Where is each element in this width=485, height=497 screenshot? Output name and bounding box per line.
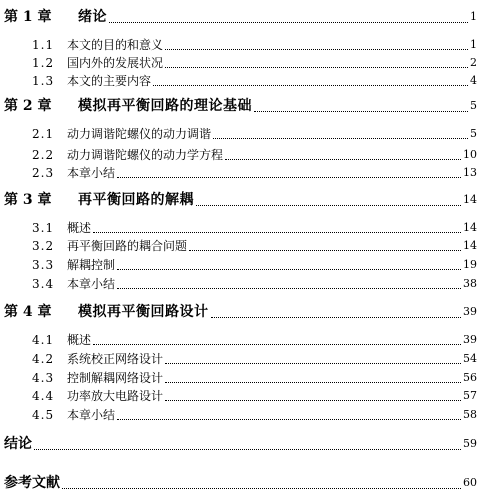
toc-page-number: 54 [463, 349, 477, 369]
toc-page-number: 58 [463, 405, 477, 425]
toc-section-entry[interactable] [0, 163, 485, 183]
toc-entry-number: 第 1 章 [4, 9, 52, 25]
toc-entry-title: 概述 [67, 330, 91, 350]
toc-section-entry[interactable] [0, 255, 485, 275]
toc-page-number: 14 [463, 218, 477, 238]
toc-entry-title: 再平衡回路的解耦 [78, 192, 194, 208]
toc-entry-title: 动力调谐陀螺仪的动力调谐 [67, 124, 211, 144]
dot-leader [93, 344, 461, 345]
toc-page-number: 1 [470, 35, 477, 55]
toc-section-entry[interactable] [0, 236, 485, 256]
toc-entry-title: 动力调谐陀螺仪的动力学方程 [67, 145, 223, 165]
toc-section-entry[interactable] [0, 71, 485, 91]
toc-entry-title: 控制解耦网络设计 [67, 368, 163, 388]
dot-leader [211, 317, 461, 318]
dot-leader [165, 382, 461, 383]
toc-page-number: 57 [463, 386, 477, 406]
toc-entry-title: 绪论 [78, 9, 107, 25]
toc-page-number: 13 [463, 163, 477, 183]
toc-entry-number: 3.1 [32, 218, 54, 238]
toc-entry-number: 1.2 [32, 53, 54, 73]
dot-leader [117, 269, 461, 270]
toc-section-entry[interactable] [0, 330, 485, 350]
toc-entry-number: 4.4 [32, 386, 54, 406]
toc-entry-title: 本章小结 [67, 405, 115, 425]
dot-leader [254, 111, 468, 112]
toc-entry[interactable] [0, 473, 485, 493]
toc-section-entry[interactable] [0, 405, 485, 425]
toc-entry-number: 4.5 [32, 405, 54, 425]
toc-entry-title: 概述 [67, 218, 91, 238]
toc-section-entry[interactable] [0, 274, 485, 294]
toc-entry-title: 本文的主要内容 [67, 71, 151, 91]
toc-page-number: 5 [470, 96, 477, 116]
toc-entry-title: 国内外的发展状况 [67, 53, 163, 73]
toc-page-number: 5 [470, 124, 477, 144]
toc-entry-title: 功率放大电路设计 [67, 386, 163, 406]
toc-chapter-entry[interactable] [0, 190, 485, 210]
dot-leader [165, 67, 468, 68]
dot-leader [165, 49, 468, 50]
toc-page-number: 56 [463, 368, 477, 388]
toc-chapter-entry[interactable] [0, 302, 485, 322]
toc-chapter-entry[interactable] [0, 7, 485, 27]
toc-section-entry[interactable] [0, 386, 485, 406]
toc-section-entry[interactable] [0, 53, 485, 73]
toc-entry[interactable] [0, 434, 485, 454]
toc-section-entry[interactable] [0, 35, 485, 55]
dot-leader [117, 419, 461, 420]
toc-page-number: 39 [463, 302, 477, 322]
toc-entry-number: 2.2 [32, 145, 54, 165]
toc-entry-number: 3.4 [32, 274, 54, 294]
toc-entry-title: 本章小结 [67, 274, 115, 294]
toc-page-number: 14 [463, 190, 477, 210]
dot-leader [225, 159, 461, 160]
toc-page-number: 1 [470, 7, 477, 27]
toc-entry-title: 本文的目的和意义 [67, 35, 163, 55]
toc-entry-number: 2.1 [32, 124, 54, 144]
toc-entry-number: 2.3 [32, 163, 54, 183]
dot-leader [196, 205, 461, 206]
toc-entry-title: 再平衡回路的耦合问题 [67, 236, 187, 256]
dot-leader [213, 138, 468, 139]
toc-entry-number: 第 2 章 [4, 98, 52, 114]
toc-entry-title: 模拟再平衡回路的理论基础 [78, 98, 252, 114]
toc-page-number: 19 [463, 255, 477, 275]
dot-leader [62, 488, 461, 489]
toc-section-entry[interactable] [0, 124, 485, 144]
dot-leader [117, 177, 461, 178]
toc-entry-title: 系统校正网络设计 [67, 349, 163, 369]
toc-page-number: 2 [470, 53, 477, 73]
toc-entry-number: 3.2 [32, 236, 54, 256]
dot-leader [165, 400, 461, 401]
toc-page-number: 60 [463, 473, 477, 493]
toc-entry-number: 4.1 [32, 330, 54, 350]
toc-entry-number: 4.2 [32, 349, 54, 369]
toc-page-number: 39 [463, 330, 477, 350]
toc-section-entry[interactable] [0, 145, 485, 165]
toc-page-number: 10 [463, 145, 477, 165]
dot-leader [189, 250, 461, 251]
toc-chapter-entry[interactable] [0, 96, 485, 116]
toc-entry-title: 参考文献 [4, 475, 60, 491]
toc-page-number: 38 [463, 274, 477, 294]
dot-leader [109, 22, 468, 23]
toc-entry-number: 第 3 章 [4, 192, 52, 208]
dot-leader [34, 449, 461, 450]
toc-entry-number: 第 4 章 [4, 304, 52, 320]
toc-entry-title: 本章小结 [67, 163, 115, 183]
toc-entry-title: 解耦控制 [67, 255, 115, 275]
toc-entry-number: 3.3 [32, 255, 54, 275]
toc-page-number: 4 [470, 71, 477, 91]
dot-leader [117, 288, 461, 289]
toc-entry-number: 1.1 [32, 35, 54, 55]
toc-entry-number: 1.3 [32, 71, 54, 91]
toc-page-number: 59 [463, 434, 477, 454]
toc-section-entry[interactable] [0, 368, 485, 388]
toc-entry-number: 4.3 [32, 368, 54, 388]
dot-leader [93, 232, 461, 233]
toc-entry-title: 结论 [4, 436, 32, 452]
toc-entry-title: 模拟再平衡回路设计 [78, 304, 209, 320]
toc-page-number: 14 [463, 236, 477, 256]
toc-section-entry[interactable] [0, 218, 485, 238]
toc-section-entry[interactable] [0, 349, 485, 369]
dot-leader [165, 363, 461, 364]
dot-leader [153, 85, 468, 86]
